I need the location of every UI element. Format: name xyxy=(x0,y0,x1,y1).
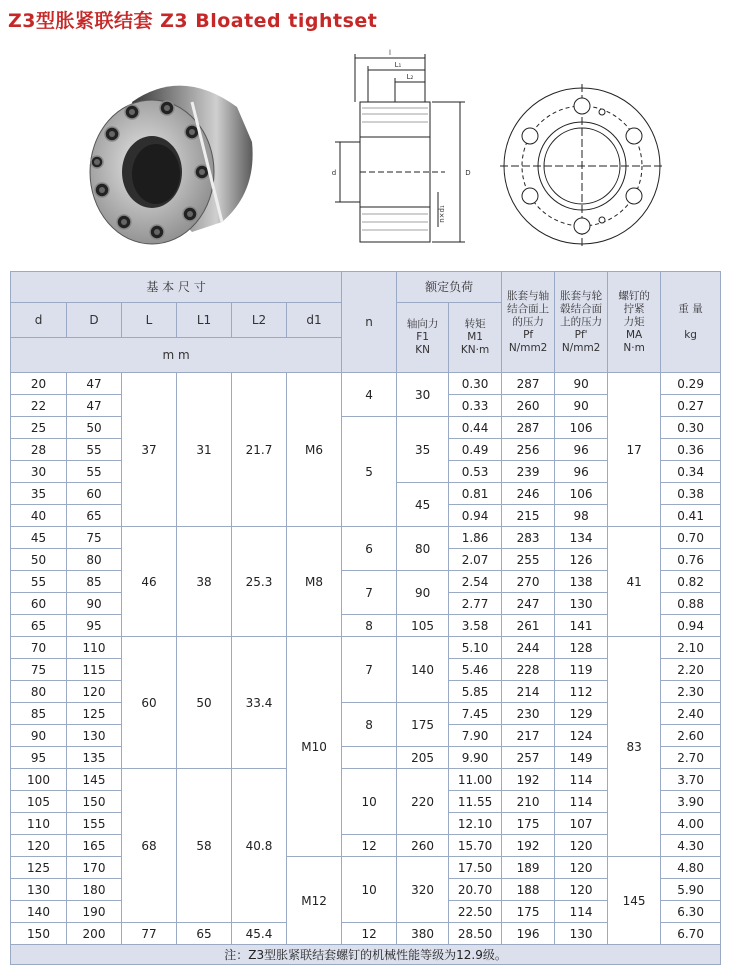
cell-weight: 0.76 xyxy=(661,549,721,571)
cell-D: 110 xyxy=(67,637,122,659)
cell-d: 30 xyxy=(11,461,67,483)
cell-n: 12 xyxy=(342,835,397,857)
cell-n: 7 xyxy=(342,637,397,703)
cell-weight: 2.60 xyxy=(661,725,721,747)
cell-pf: 255 xyxy=(502,549,555,571)
header-L1: L1 xyxy=(177,303,232,338)
cell-d: 120 xyxy=(11,835,67,857)
cell-pf: 210 xyxy=(502,791,555,813)
front-view-drawing xyxy=(498,82,666,250)
header-L2: L2 xyxy=(232,303,287,338)
spec-table xyxy=(10,271,721,965)
cell-l1: 38 xyxy=(177,527,232,637)
cell-D: 115 xyxy=(67,659,122,681)
cell-pf-hub: 124 xyxy=(555,725,608,747)
cell-weight: 2.20 xyxy=(661,659,721,681)
header-d: d xyxy=(11,303,67,338)
cell-weight: 0.36 xyxy=(661,439,721,461)
cell-pf-hub: 120 xyxy=(555,857,608,879)
cell-pf: 244 xyxy=(502,637,555,659)
table-row xyxy=(11,527,721,549)
cell-pf: 261 xyxy=(502,615,555,637)
cell-D: 180 xyxy=(67,879,122,901)
cell-d: 85 xyxy=(11,703,67,725)
cell-weight: 2.40 xyxy=(661,703,721,725)
cell-n: 10 xyxy=(342,769,397,835)
cell-f1: 80 xyxy=(397,527,449,571)
cell-pf-hub: 138 xyxy=(555,571,608,593)
cell-pf-hub: 126 xyxy=(555,549,608,571)
cell-pf: 175 xyxy=(502,813,555,835)
cell-weight: 0.94 xyxy=(661,615,721,637)
cell-n: 4 xyxy=(342,373,397,417)
cell-n xyxy=(342,747,397,769)
cell-l: 77 xyxy=(122,923,177,945)
header-screw-torque: 螺钉的 拧紧 力矩 MA N·m xyxy=(608,272,661,373)
cell-d: 22 xyxy=(11,395,67,417)
cell-D: 90 xyxy=(67,593,122,615)
cell-m1: 15.70 xyxy=(449,835,502,857)
header-rated-load: 额定负荷 xyxy=(397,272,502,303)
cell-d: 150 xyxy=(11,923,67,945)
cell-D: 47 xyxy=(67,373,122,395)
header-basic-dimensions: 基 本 尺 寸 xyxy=(11,272,342,303)
cell-weight: 4.00 xyxy=(661,813,721,835)
cell-weight: 6.30 xyxy=(661,901,721,923)
cell-m1: 0.53 xyxy=(449,461,502,483)
cell-l: 68 xyxy=(122,769,177,923)
cell-D: 55 xyxy=(67,461,122,483)
cell-pf-hub: 129 xyxy=(555,703,608,725)
cell-f1: 35 xyxy=(397,417,449,483)
cell-weight: 2.70 xyxy=(661,747,721,769)
cell-d: 45 xyxy=(11,527,67,549)
cell-pf: 256 xyxy=(502,439,555,461)
header-shaft-pressure: 胀套与轴 结合面上 的压力 Pf N/mm2 xyxy=(502,272,555,373)
product-photo xyxy=(72,72,272,252)
cell-pf: 215 xyxy=(502,505,555,527)
cell-pf: 283 xyxy=(502,527,555,549)
cell-pf: 230 xyxy=(502,703,555,725)
dim-d: d xyxy=(331,169,337,177)
cell-n: 10 xyxy=(342,857,397,923)
cell-weight: 2.30 xyxy=(661,681,721,703)
cell-f1: 380 xyxy=(397,923,449,945)
cell-d1: M12 xyxy=(287,857,342,945)
cell-f1: 90 xyxy=(397,571,449,615)
cell-m1: 3.58 xyxy=(449,615,502,637)
cell-weight: 3.90 xyxy=(661,791,721,813)
cell-l2: 45.4 xyxy=(232,923,287,945)
cell-pf: 189 xyxy=(502,857,555,879)
cell-m1: 0.81 xyxy=(449,483,502,505)
header-hub-pressure: 胀套与轮 毂结合面 上的压力 Pf' N/mm2 xyxy=(555,272,608,373)
cell-l2: 33.4 xyxy=(232,637,287,769)
cell-D: 130 xyxy=(67,725,122,747)
cell-m1: 11.00 xyxy=(449,769,502,791)
cell-d: 55 xyxy=(11,571,67,593)
cell-D: 80 xyxy=(67,549,122,571)
cell-d: 50 xyxy=(11,549,67,571)
header-axial-force: 轴向力 F1 KN xyxy=(397,303,449,373)
cell-d1: M8 xyxy=(287,527,342,637)
cell-l2: 40.8 xyxy=(232,769,287,923)
cell-m1: 28.50 xyxy=(449,923,502,945)
cell-weight: 0.27 xyxy=(661,395,721,417)
cell-m1: 22.50 xyxy=(449,901,502,923)
section-drawing xyxy=(320,42,490,267)
cell-d: 95 xyxy=(11,747,67,769)
cell-m1: 0.49 xyxy=(449,439,502,461)
cell-l1: 65 xyxy=(177,923,232,945)
dim-D: D xyxy=(465,169,471,177)
cell-weight: 0.41 xyxy=(661,505,721,527)
cell-D: 155 xyxy=(67,813,122,835)
cell-ma: 145 xyxy=(608,857,661,945)
cell-D: 65 xyxy=(67,505,122,527)
cell-D: 200 xyxy=(67,923,122,945)
cell-pf-hub: 96 xyxy=(555,461,608,483)
cell-pf-hub: 120 xyxy=(555,835,608,857)
cell-weight: 0.82 xyxy=(661,571,721,593)
cell-D: 47 xyxy=(67,395,122,417)
cell-pf: 260 xyxy=(502,395,555,417)
cell-pf-hub: 90 xyxy=(555,395,608,417)
cell-D: 85 xyxy=(67,571,122,593)
cell-d: 140 xyxy=(11,901,67,923)
cell-f1: 205 xyxy=(397,747,449,769)
cell-weight: 5.90 xyxy=(661,879,721,901)
cell-D: 125 xyxy=(67,703,122,725)
cell-d1: M10 xyxy=(287,637,342,857)
cell-m1: 2.77 xyxy=(449,593,502,615)
cell-d: 35 xyxy=(11,483,67,505)
cell-weight: 0.29 xyxy=(661,373,721,395)
dim-nd1: n×d₁ xyxy=(438,205,446,223)
cell-m1: 2.07 xyxy=(449,549,502,571)
cell-d: 110 xyxy=(11,813,67,835)
cell-d: 60 xyxy=(11,593,67,615)
cell-l1: 50 xyxy=(177,637,232,769)
cell-f1: 30 xyxy=(397,373,449,417)
table-row xyxy=(11,857,721,879)
cell-l: 46 xyxy=(122,527,177,637)
cell-D: 75 xyxy=(67,527,122,549)
cell-pf: 192 xyxy=(502,835,555,857)
cell-pf-hub: 114 xyxy=(555,901,608,923)
cell-d: 80 xyxy=(11,681,67,703)
cell-pf: 247 xyxy=(502,593,555,615)
cell-f1: 175 xyxy=(397,703,449,747)
cell-pf-hub: 130 xyxy=(555,593,608,615)
header-L: L xyxy=(122,303,177,338)
cell-n: 8 xyxy=(342,703,397,747)
cell-weight: 4.30 xyxy=(661,835,721,857)
cell-weight: 0.88 xyxy=(661,593,721,615)
cell-weight: 2.10 xyxy=(661,637,721,659)
cell-ma: 41 xyxy=(608,527,661,637)
cell-D: 55 xyxy=(67,439,122,461)
cell-m1: 17.50 xyxy=(449,857,502,879)
cell-pf: 175 xyxy=(502,901,555,923)
cell-weight: 0.38 xyxy=(661,483,721,505)
cell-d: 130 xyxy=(11,879,67,901)
cell-pf: 287 xyxy=(502,417,555,439)
cell-m1: 7.45 xyxy=(449,703,502,725)
cell-f1: 45 xyxy=(397,483,449,527)
cell-D: 50 xyxy=(67,417,122,439)
cell-m1: 12.10 xyxy=(449,813,502,835)
cell-m1: 2.54 xyxy=(449,571,502,593)
cell-D: 135 xyxy=(67,747,122,769)
cell-D: 170 xyxy=(67,857,122,879)
cell-pf-hub: 114 xyxy=(555,791,608,813)
cell-m1: 0.44 xyxy=(449,417,502,439)
cell-pf: 257 xyxy=(502,747,555,769)
cell-m1: 20.70 xyxy=(449,879,502,901)
cell-pf-hub: 128 xyxy=(555,637,608,659)
cell-D: 95 xyxy=(67,615,122,637)
cell-pf-hub: 134 xyxy=(555,527,608,549)
cell-f1: 105 xyxy=(397,615,449,637)
cell-d: 105 xyxy=(11,791,67,813)
table-note: 注：Z3型胀紧联结套螺钉的机械性能等级为12.9级。 xyxy=(11,945,721,965)
table-row xyxy=(11,373,721,395)
cell-n: 12 xyxy=(342,923,397,945)
cell-d: 28 xyxy=(11,439,67,461)
cell-n: 8 xyxy=(342,615,397,637)
cell-D: 120 xyxy=(67,681,122,703)
header-weight: 重 量 kg xyxy=(661,272,721,373)
cell-weight: 6.70 xyxy=(661,923,721,945)
cell-weight: 3.70 xyxy=(661,769,721,791)
cell-weight: 0.30 xyxy=(661,417,721,439)
cell-pf: 239 xyxy=(502,461,555,483)
cell-m1: 0.30 xyxy=(449,373,502,395)
cell-m1: 5.85 xyxy=(449,681,502,703)
cell-pf-hub: 120 xyxy=(555,879,608,901)
cell-pf-hub: 96 xyxy=(555,439,608,461)
cell-d: 25 xyxy=(11,417,67,439)
cell-D: 165 xyxy=(67,835,122,857)
cell-pf-hub: 90 xyxy=(555,373,608,395)
cell-m1: 5.46 xyxy=(449,659,502,681)
cell-weight: 0.34 xyxy=(661,461,721,483)
cell-d: 20 xyxy=(11,373,67,395)
cell-d: 70 xyxy=(11,637,67,659)
cell-m1: 0.94 xyxy=(449,505,502,527)
cell-n: 6 xyxy=(342,527,397,571)
cell-pf: 270 xyxy=(502,571,555,593)
cell-m1: 1.86 xyxy=(449,527,502,549)
cell-l2: 21.7 xyxy=(232,373,287,527)
cell-l: 37 xyxy=(122,373,177,527)
cell-d1: M6 xyxy=(287,373,342,527)
cell-D: 145 xyxy=(67,769,122,791)
cell-weight: 0.70 xyxy=(661,527,721,549)
cell-pf-hub: 149 xyxy=(555,747,608,769)
cell-m1: 5.10 xyxy=(449,637,502,659)
header-torque: 转矩 M1 KN·m xyxy=(449,303,502,373)
cell-n: 7 xyxy=(342,571,397,615)
cell-d: 90 xyxy=(11,725,67,747)
cell-f1: 220 xyxy=(397,769,449,835)
cell-pf: 217 xyxy=(502,725,555,747)
cell-pf-hub: 106 xyxy=(555,483,608,505)
cell-d: 125 xyxy=(11,857,67,879)
cell-pf-hub: 112 xyxy=(555,681,608,703)
cell-d: 65 xyxy=(11,615,67,637)
cell-D: 150 xyxy=(67,791,122,813)
header-D: D xyxy=(67,303,122,338)
cell-pf: 188 xyxy=(502,879,555,901)
cell-pf: 287 xyxy=(502,373,555,395)
cell-ma: 17 xyxy=(608,373,661,527)
dim-l: l xyxy=(389,49,391,57)
cell-f1: 260 xyxy=(397,835,449,857)
cell-D: 190 xyxy=(67,901,122,923)
cell-l2: 25.3 xyxy=(232,527,287,637)
cell-m1: 9.90 xyxy=(449,747,502,769)
cell-n: 5 xyxy=(342,417,397,527)
cell-d: 100 xyxy=(11,769,67,791)
cell-pf-hub: 141 xyxy=(555,615,608,637)
cell-f1: 320 xyxy=(397,857,449,923)
cell-f1: 140 xyxy=(397,637,449,703)
cell-pf-hub: 107 xyxy=(555,813,608,835)
dim-L1: L₁ xyxy=(394,61,402,69)
table-row xyxy=(11,637,721,659)
page-title: Z3型胀紧联结套 Z3 Bloated tightset xyxy=(8,10,378,32)
cell-D: 60 xyxy=(67,483,122,505)
cell-m1: 7.90 xyxy=(449,725,502,747)
cell-pf: 246 xyxy=(502,483,555,505)
cell-l: 60 xyxy=(122,637,177,769)
header-d1: d1 xyxy=(287,303,342,338)
dim-L2: L₂ xyxy=(406,73,414,81)
cell-pf: 214 xyxy=(502,681,555,703)
cell-m1: 0.33 xyxy=(449,395,502,417)
cell-pf-hub: 98 xyxy=(555,505,608,527)
header-unit-mm: m m xyxy=(11,338,342,373)
cell-l1: 31 xyxy=(177,373,232,527)
cell-ma: 83 xyxy=(608,637,661,857)
cell-pf-hub: 114 xyxy=(555,769,608,791)
cell-pf-hub: 130 xyxy=(555,923,608,945)
cell-d: 75 xyxy=(11,659,67,681)
cell-pf: 192 xyxy=(502,769,555,791)
cell-pf: 196 xyxy=(502,923,555,945)
cell-m1: 11.55 xyxy=(449,791,502,813)
cell-pf-hub: 106 xyxy=(555,417,608,439)
cell-weight: 4.80 xyxy=(661,857,721,879)
cell-pf-hub: 119 xyxy=(555,659,608,681)
cell-pf: 228 xyxy=(502,659,555,681)
header-n: n xyxy=(342,272,397,373)
cell-l1: 58 xyxy=(177,769,232,923)
cell-d: 40 xyxy=(11,505,67,527)
